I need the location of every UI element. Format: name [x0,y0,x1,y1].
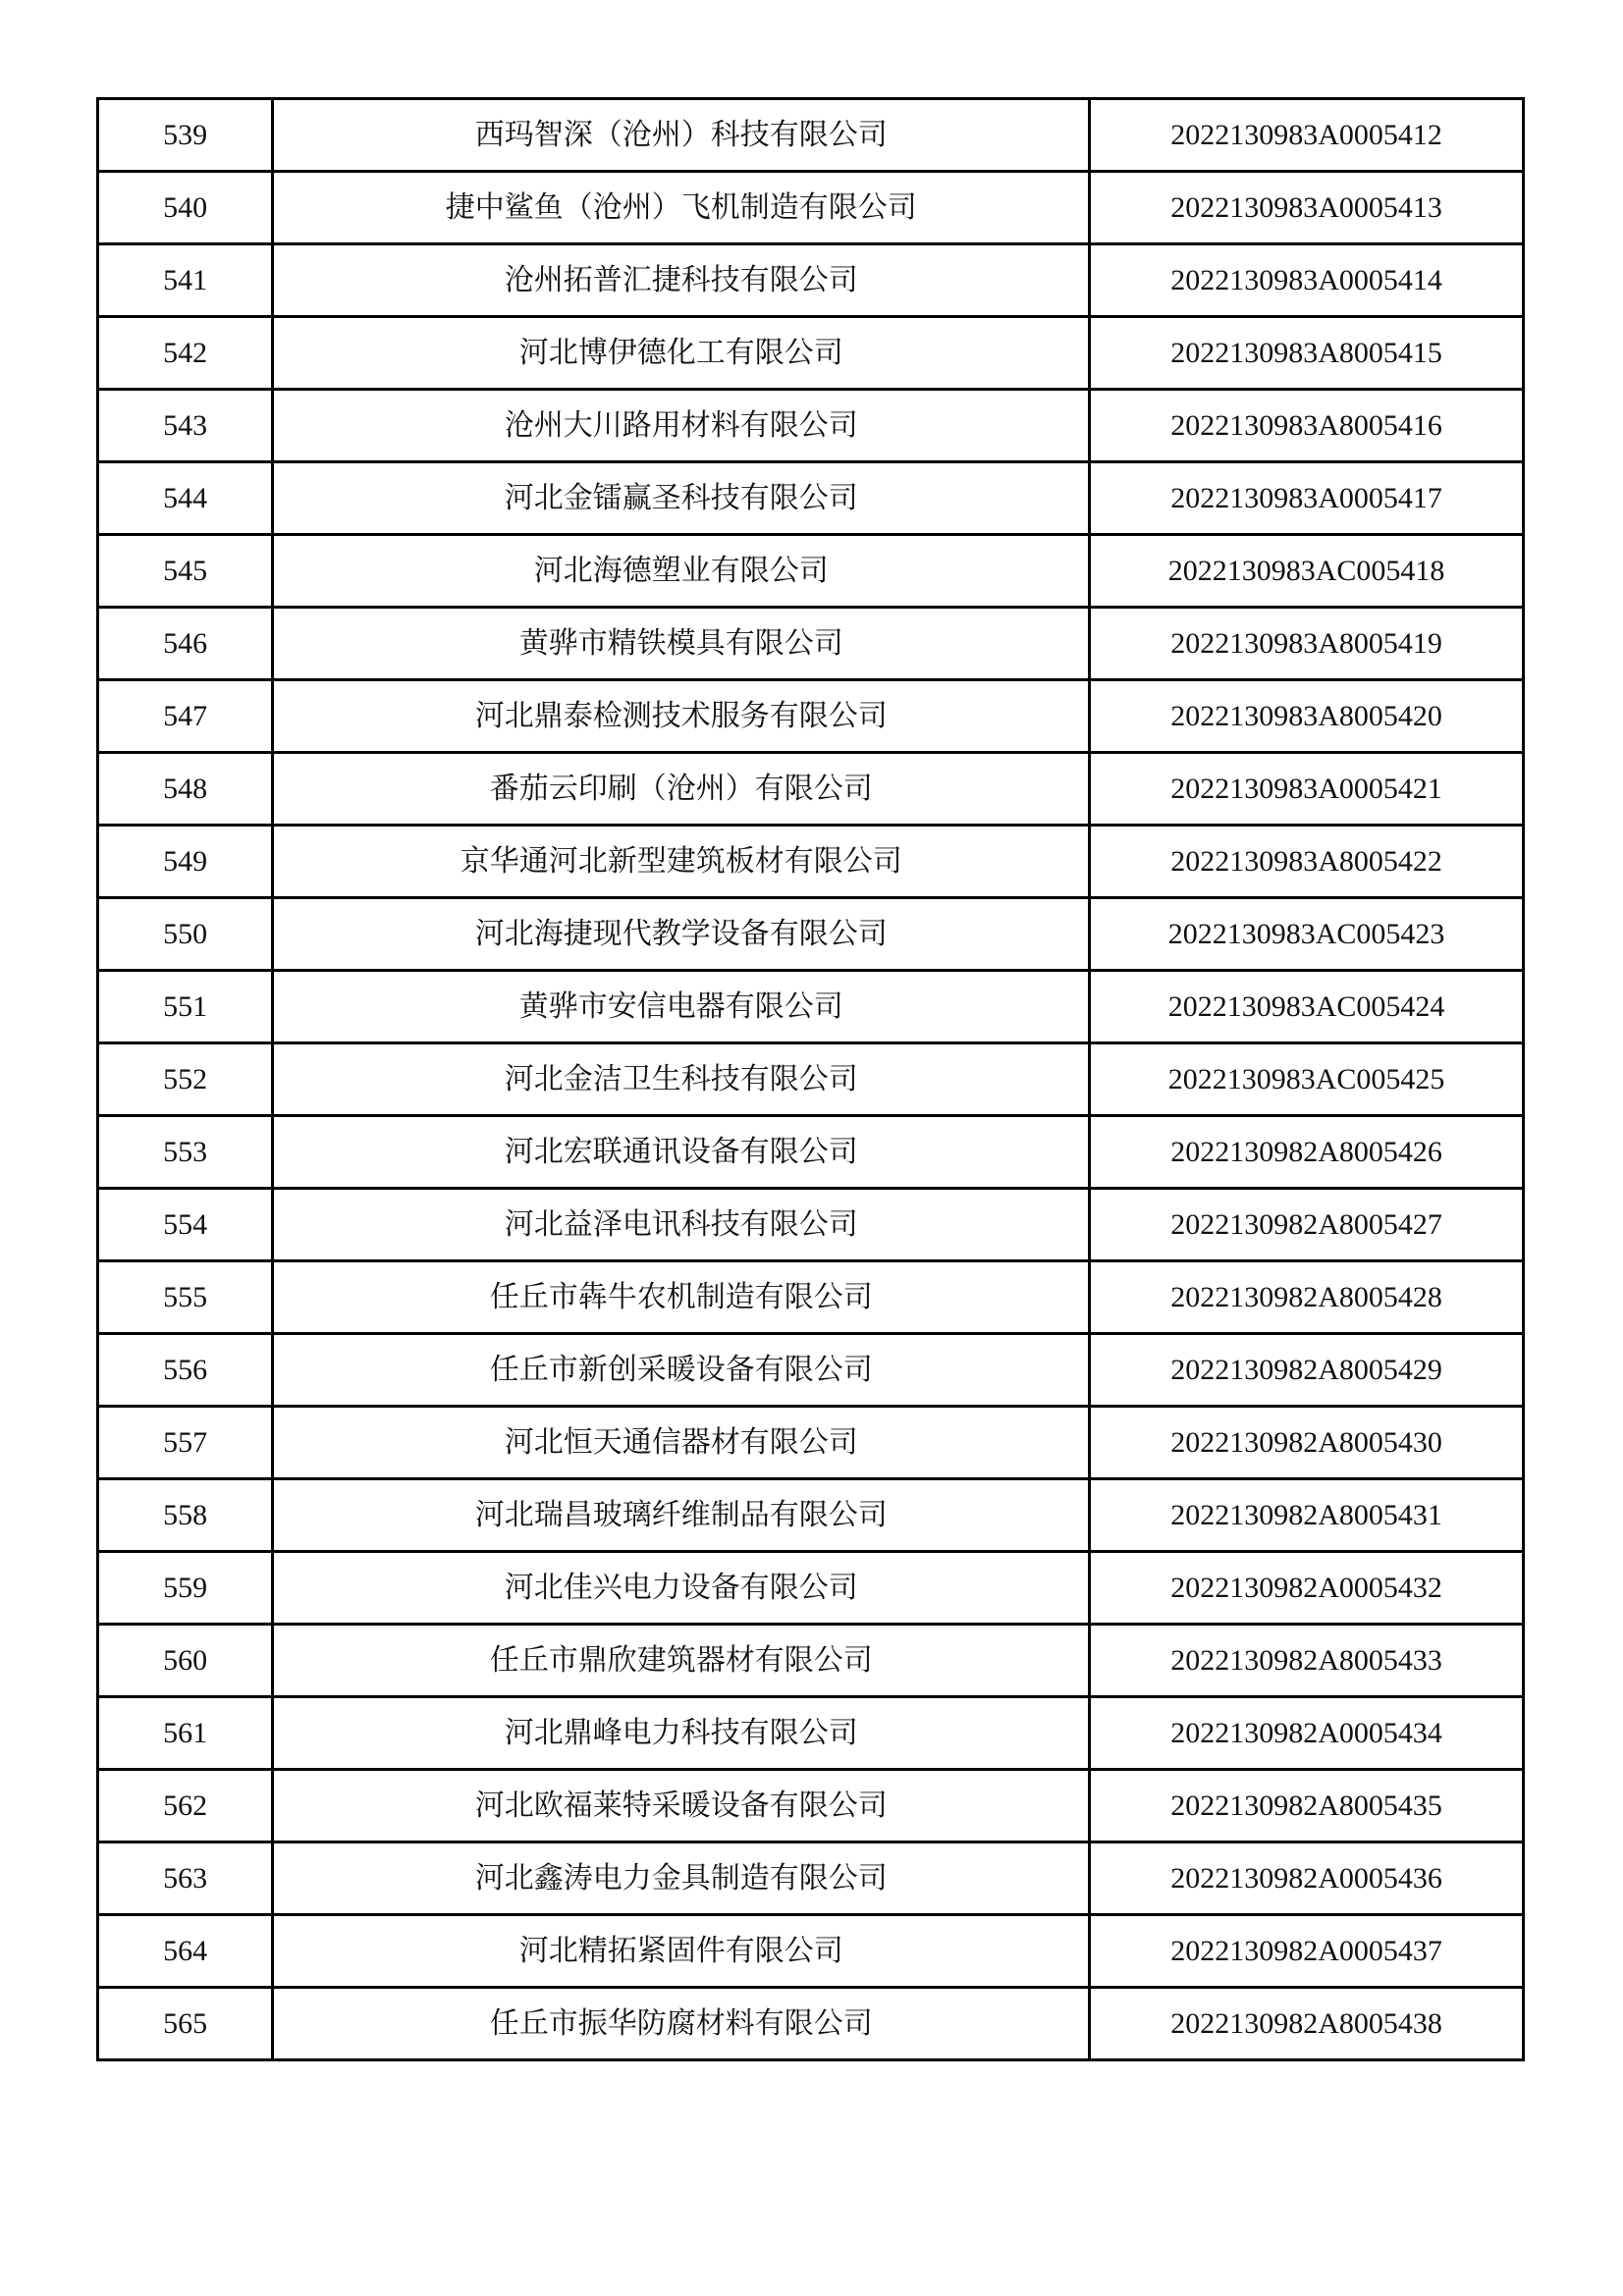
row-index: 564 [98,1915,273,1988]
company-name: 河北金洁卫生科技有限公司 [273,1043,1090,1116]
row-index: 546 [98,608,273,680]
row-index: 559 [98,1552,273,1625]
company-name: 京华通河北新型建筑板材有限公司 [273,826,1090,898]
table-body [98,99,1524,2060]
table-row [98,1770,1524,1842]
company-name: 番茄云印刷（沧州）有限公司 [273,753,1090,826]
table-row [98,826,1524,898]
table-row [98,608,1524,680]
table-row [98,1479,1524,1552]
registration-code: 2022130983AC005425 [1090,1043,1524,1116]
registration-code: 2022130982A8005438 [1090,1988,1524,2060]
company-name: 河北鑫涛电力金具制造有限公司 [273,1842,1090,1915]
registration-code: 2022130983A0005417 [1090,462,1524,535]
table-row [98,317,1524,390]
row-index: 552 [98,1043,273,1116]
row-index: 557 [98,1407,273,1479]
registration-code: 2022130983AC005423 [1090,898,1524,971]
row-index: 554 [98,1189,273,1261]
registration-code: 2022130982A8005426 [1090,1116,1524,1189]
registration-code: 2022130982A8005433 [1090,1625,1524,1697]
company-name: 河北博伊德化工有限公司 [273,317,1090,390]
registration-code: 2022130983A0005421 [1090,753,1524,826]
registration-code: 2022130983A0005413 [1090,172,1524,244]
table-row [98,971,1524,1043]
table-row [98,1988,1524,2060]
row-index: 560 [98,1625,273,1697]
company-name: 河北佳兴电力设备有限公司 [273,1552,1090,1625]
table-row [98,390,1524,462]
table-row [98,1625,1524,1697]
registration-code: 2022130983A8005415 [1090,317,1524,390]
registration-code: 2022130982A8005431 [1090,1479,1524,1552]
row-index: 562 [98,1770,273,1842]
table-row [98,1915,1524,1988]
company-name: 任丘市振华防腐材料有限公司 [273,1988,1090,2060]
company-name: 河北宏联通讯设备有限公司 [273,1116,1090,1189]
table-row [98,1261,1524,1334]
registration-code: 2022130983A8005420 [1090,680,1524,753]
company-name: 河北鼎峰电力科技有限公司 [273,1697,1090,1770]
row-index: 561 [98,1697,273,1770]
company-name: 任丘市鼎欣建筑器材有限公司 [273,1625,1090,1697]
company-name: 河北精拓紧固件有限公司 [273,1915,1090,1988]
table-row [98,1334,1524,1407]
registration-code: 2022130982A8005427 [1090,1189,1524,1261]
company-name: 河北益泽电讯科技有限公司 [273,1189,1090,1261]
company-name: 河北金镭赢圣科技有限公司 [273,462,1090,535]
table-row [98,753,1524,826]
row-index: 541 [98,244,273,317]
company-name: 河北瑞昌玻璃纤维制品有限公司 [273,1479,1090,1552]
registration-code: 2022130982A0005434 [1090,1697,1524,1770]
company-name: 捷中鲨鱼（沧州）飞机制造有限公司 [273,172,1090,244]
row-index: 548 [98,753,273,826]
row-index: 556 [98,1334,273,1407]
registration-code: 2022130983A8005416 [1090,390,1524,462]
table-row [98,1043,1524,1116]
registration-code: 2022130982A0005436 [1090,1842,1524,1915]
row-index: 551 [98,971,273,1043]
registration-code: 2022130982A8005428 [1090,1261,1524,1334]
company-name: 黄骅市精铁模具有限公司 [273,608,1090,680]
table-row [98,680,1524,753]
table-row [98,898,1524,971]
row-index: 565 [98,1988,273,2060]
row-index: 555 [98,1261,273,1334]
row-index: 539 [98,99,273,172]
table-row [98,462,1524,535]
row-index: 543 [98,390,273,462]
company-name: 河北鼎泰检测技术服务有限公司 [273,680,1090,753]
registration-code: 2022130982A0005432 [1090,1552,1524,1625]
company-name: 任丘市犇牛农机制造有限公司 [273,1261,1090,1334]
company-name: 河北恒天通信器材有限公司 [273,1407,1090,1479]
table-row [98,1552,1524,1625]
registration-code: 2022130983A0005412 [1090,99,1524,172]
row-index: 544 [98,462,273,535]
company-name: 河北欧福莱特采暖设备有限公司 [273,1770,1090,1842]
company-registry-table [96,97,1525,2061]
registration-code: 2022130982A8005430 [1090,1407,1524,1479]
registration-code: 2022130983AC005424 [1090,971,1524,1043]
table-row [98,535,1524,608]
registration-code: 2022130982A8005435 [1090,1770,1524,1842]
table-row [98,1407,1524,1479]
table-row [98,99,1524,172]
table-row [98,244,1524,317]
registration-code: 2022130983A8005419 [1090,608,1524,680]
row-index: 558 [98,1479,273,1552]
row-index: 563 [98,1842,273,1915]
row-index: 553 [98,1116,273,1189]
table-row [98,1842,1524,1915]
row-index: 549 [98,826,273,898]
company-name: 任丘市新创采暖设备有限公司 [273,1334,1090,1407]
row-index: 545 [98,535,273,608]
registration-code: 2022130983A0005414 [1090,244,1524,317]
company-name: 黄骅市安信电器有限公司 [273,971,1090,1043]
company-name: 河北海德塑业有限公司 [273,535,1090,608]
row-index: 550 [98,898,273,971]
registration-code: 2022130983AC005418 [1090,535,1524,608]
registration-code: 2022130982A8005429 [1090,1334,1524,1407]
company-name: 沧州大川路用材料有限公司 [273,390,1090,462]
row-index: 540 [98,172,273,244]
company-name: 沧州拓普汇捷科技有限公司 [273,244,1090,317]
table-row [98,172,1524,244]
table-row [98,1697,1524,1770]
registration-code: 2022130983A8005422 [1090,826,1524,898]
row-index: 547 [98,680,273,753]
row-index: 542 [98,317,273,390]
table-row [98,1189,1524,1261]
registration-code: 2022130982A0005437 [1090,1915,1524,1988]
table-row [98,1116,1524,1189]
company-name: 河北海捷现代教学设备有限公司 [273,898,1090,971]
company-name: 西玛智深（沧州）科技有限公司 [273,99,1090,172]
